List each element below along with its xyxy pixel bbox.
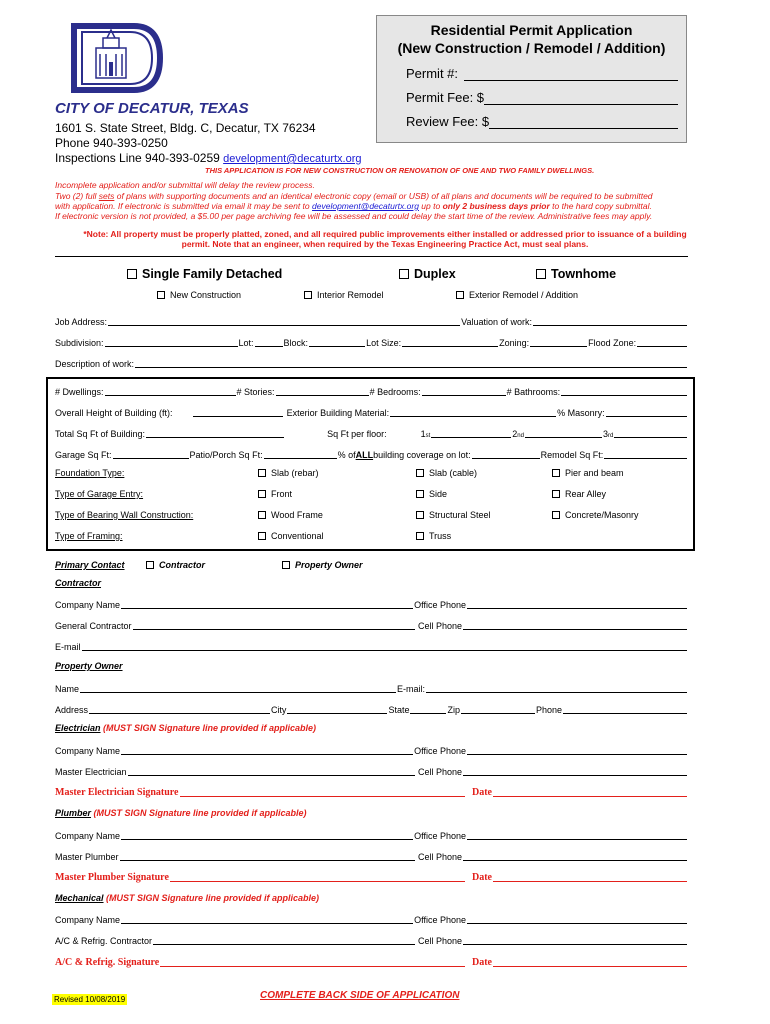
checkbox-icon: [552, 469, 560, 477]
primary-contact-label: Primary Contact: [55, 560, 125, 570]
owner-phone-input[interactable]: [563, 705, 687, 714]
owner-address-input[interactable]: [89, 705, 270, 714]
checkbox-icon: [536, 269, 546, 279]
permit-header-box: [376, 15, 687, 143]
plumber-date-input[interactable]: [493, 873, 687, 882]
electrician-company-input[interactable]: [121, 746, 413, 755]
electrician-signature-input[interactable]: [180, 788, 466, 797]
checkbox-icon: [399, 269, 409, 279]
checkbox-icon: [258, 511, 266, 519]
notice-email-link[interactable]: development@decaturtx.org: [312, 201, 419, 211]
option-interior-remodel[interactable]: Interior Remodel: [304, 290, 384, 300]
property-owner-heading: Property Owner: [55, 661, 123, 671]
garage-row: Garage Sq Ft: Patio/Porch Sq Ft: % of ALL building coverage on lot: Remodel Sq Ft:: [55, 448, 688, 460]
lot-size-input[interactable]: [402, 338, 498, 347]
zoning-input[interactable]: [530, 338, 587, 347]
option-exterior-remodel[interactable]: Exterior Remodel / Addition: [456, 290, 578, 300]
option-primary-contractor[interactable]: Contractor: [146, 560, 205, 570]
checkbox-icon: [552, 511, 560, 519]
dwellings-row: # Dwellings: # Stories: # Bedrooms: # Bathrooms:: [55, 385, 688, 397]
bathrooms-input[interactable]: [561, 387, 687, 396]
inspections-line: [55, 151, 362, 165]
general-contractor-input[interactable]: [133, 621, 415, 630]
contractor-office-phone-input[interactable]: [467, 600, 687, 609]
description-row: Description of work:: [55, 357, 688, 369]
review-fee-line: [489, 117, 678, 129]
masonry-input[interactable]: [606, 408, 687, 417]
owner-name-row: Name E-mail:: [55, 682, 688, 694]
ac-signature-row: A/C & Refrig. Signature Date: [55, 956, 688, 968]
remodel-sqft-input[interactable]: [604, 450, 687, 459]
mechanical-company-row: Company Name Office Phone: [55, 913, 688, 925]
patio-sqft-input[interactable]: [264, 450, 337, 459]
contractor-company-input[interactable]: [121, 600, 413, 609]
option-pier-beam[interactable]: Pier and beam: [552, 468, 624, 478]
contractor-heading: Contractor: [55, 578, 102, 588]
electrician-date-input[interactable]: [493, 788, 687, 797]
form-title: Residential Permit Application: [430, 22, 633, 38]
platting-note-2: permit. Note that an engineer, when required by the Texas Engineering Practice Act, must seal plans.: [181, 239, 589, 249]
subdivision-row: Subdivision: Lot: Block: Lot Size: Zoning: Flood Zone:: [55, 336, 688, 348]
sqft-row: Total Sq Ft of Building: Sq Ft per floor: 1 $_{st}$ 2 $_{nd}$ 3 $_{rd}$: [55, 427, 688, 439]
checkbox-icon: [282, 561, 290, 569]
checkbox-icon: [304, 291, 312, 299]
review-fee-label: Review Fee: $: [406, 114, 490, 129]
option-duplex[interactable]: Duplex: [399, 267, 456, 281]
plumber-signature-row: Master Plumber Signature Date: [55, 871, 688, 883]
description-input[interactable]: [135, 359, 687, 368]
plumber-cell-phone-input[interactable]: [463, 852, 687, 861]
sets-emphasis: sets: [98, 191, 115, 201]
notice-line-3: with application. If electronic is submitted via email it may be sent to development@decaturtx.org up to only 2 business days prior to the hard copy submittal.: [55, 201, 652, 211]
permit-fee-line: [484, 93, 678, 105]
lot-input[interactable]: [255, 338, 283, 347]
checkbox-icon: [552, 490, 560, 498]
floor-2-input[interactable]: [525, 429, 602, 438]
electrician-cell-phone-input[interactable]: [463, 767, 687, 776]
option-rear-alley[interactable]: Rear Alley: [552, 489, 606, 499]
bearing-wall-label: Type of Bearing Wall Construction:: [55, 510, 194, 520]
ac-date-input[interactable]: [493, 958, 687, 967]
framing-label: Type of Framing:: [55, 531, 123, 541]
option-new-construction[interactable]: New Construction: [157, 290, 241, 300]
subdivision-input[interactable]: [105, 338, 238, 347]
checkbox-icon: [258, 469, 266, 477]
mechanical-office-phone-input[interactable]: [467, 915, 687, 924]
checkbox-icon: [416, 511, 424, 519]
scope-notice: THIS APPLICATION IS FOR NEW CONSTRUCTION OR RENOVATION OF ONE AND TWO FAMILY DWELLINGS.: [205, 166, 595, 175]
ac-contractor-input[interactable]: [153, 936, 415, 945]
development-email-link[interactable]: development@decaturtx.org: [223, 153, 362, 165]
permit-number-field[interactable]: [406, 66, 678, 81]
option-conventional[interactable]: Conventional: [258, 531, 324, 541]
garage-sqft-input[interactable]: [113, 450, 189, 459]
master-electrician-input[interactable]: [128, 767, 415, 776]
section-divider: [55, 256, 688, 257]
back-side-instruction: COMPLETE BACK SIDE OF APPLICATION: [260, 990, 460, 1001]
master-plumber-row: Master Plumber Cell Phone: [55, 850, 688, 862]
job-address-input[interactable]: [108, 317, 460, 326]
checkbox-icon: [157, 291, 165, 299]
electrician-signature-row: Master Electrician Signature Date: [55, 786, 688, 798]
permit-fee-label: Permit Fee: $: [406, 90, 485, 105]
permit-number-label: Permit #:: [406, 66, 459, 81]
building-details-box: [46, 377, 695, 551]
stories-input[interactable]: [276, 387, 369, 396]
permit-number-line: [464, 69, 678, 81]
plumber-company-row: Company Name Office Phone: [55, 829, 688, 841]
inspections-phone: Inspections Line 940-393-0259: [55, 151, 220, 165]
city-phone: Phone 940-393-0250: [55, 136, 168, 150]
coverage-input[interactable]: [472, 450, 540, 459]
platting-note-1: *Note: All property must be properly platted, zoned, and all required public improvements either installed or addressed prior to issuance of a building: [83, 229, 687, 239]
owner-state-input[interactable]: [410, 705, 446, 714]
general-contractor-row: General Contractor Cell Phone: [55, 619, 688, 631]
plumber-heading: Plumber (MUST SIGN Signature line provided if applicable): [55, 808, 307, 818]
notice-line-4: If electronic version is not provided, a $5.00 per page archiving fee will be assessed and could delay the start time of the review. Administrative fees may apply.: [55, 211, 653, 221]
ac-signature-input[interactable]: [160, 958, 465, 967]
master-electrician-row: Master Electrician Cell Phone: [55, 765, 688, 777]
plumber-signature-input[interactable]: [170, 873, 465, 882]
option-slab-rebar[interactable]: Slab (rebar): [258, 468, 319, 478]
option-slab-cable[interactable]: Slab (cable): [416, 468, 477, 478]
electrician-company-row: Company Name Office Phone: [55, 744, 688, 756]
foundation-type-label: Foundation Type:: [55, 468, 125, 478]
city-name: CITY OF DECATUR, TEXAS: [55, 100, 249, 117]
ac-cell-phone-input[interactable]: [463, 936, 687, 945]
master-plumber-input[interactable]: [120, 852, 415, 861]
option-townhome[interactable]: Townhome: [536, 267, 616, 281]
notice-line-2: Two (2) full sets of plans with supporting documents and an identical electronic copy (email or USB) of all plans and documents will be required to be submitted: [55, 191, 653, 201]
form-subtitle: (New Construction / Remodel / Addition): [397, 40, 666, 56]
checkbox-icon: [258, 532, 266, 540]
option-primary-owner[interactable]: Property Owner: [282, 560, 363, 570]
total-sqft-input[interactable]: [146, 429, 284, 438]
checkbox-icon: [416, 532, 424, 540]
owner-email-input[interactable]: [426, 684, 687, 693]
floor-3-input[interactable]: [614, 429, 687, 438]
owner-zip-input[interactable]: [461, 705, 535, 714]
job-address-row: Job Address: Valuation of work:: [55, 315, 688, 327]
mechanical-company-input[interactable]: [121, 915, 413, 924]
contractor-email-input[interactable]: [82, 642, 687, 651]
checkbox-icon: [146, 561, 154, 569]
floor-1-input[interactable]: [431, 429, 511, 438]
option-wood-frame[interactable]: Wood Frame: [258, 510, 323, 520]
option-truss[interactable]: Truss: [416, 531, 451, 541]
checkbox-icon: [258, 490, 266, 498]
review-fee-field[interactable]: [406, 114, 678, 129]
checkbox-icon: [416, 469, 424, 477]
permit-fee-field[interactable]: [406, 90, 678, 105]
mechanical-heading: Mechanical (MUST SIGN Signature line provided if applicable): [55, 893, 320, 903]
contractor-company-row: Company Name Office Phone: [55, 598, 688, 610]
electrician-heading: Electrician (MUST SIGN Signature line provided if applicable): [55, 723, 317, 733]
plumber-company-input[interactable]: [121, 831, 413, 840]
owner-city-input[interactable]: [287, 705, 387, 714]
option-concrete-masonry[interactable]: Concrete/Masonry: [552, 510, 639, 520]
option-front[interactable]: Front: [258, 489, 292, 499]
contractor-email-row: E-mail: [55, 640, 688, 652]
contractor-cell-phone-input[interactable]: [463, 621, 687, 630]
garage-entry-label: Type of Garage Entry:: [55, 489, 144, 499]
height-input[interactable]: [193, 408, 283, 417]
notice-line-1: Incomplete application and/or submittal will delay the review process.: [55, 180, 315, 190]
city-address: 1601 S. State Street, Bldg. C, Decatur, TX 76234: [55, 121, 316, 135]
height-row: Overall Height of Building (ft): Exterior Building Material: % Masonry:: [55, 406, 688, 418]
revised-date: Revised 10/08/2019: [54, 995, 126, 1004]
option-side[interactable]: Side: [416, 489, 447, 499]
ac-contractor-row: A/C & Refrig. Contractor Cell Phone: [55, 934, 688, 946]
block-input[interactable]: [309, 338, 365, 347]
option-single-family[interactable]: Single Family Detached: [127, 267, 282, 281]
flood-zone-input[interactable]: [637, 338, 687, 347]
checkbox-icon: [127, 269, 137, 279]
owner-name-input[interactable]: [80, 684, 396, 693]
valuation-input[interactable]: [533, 317, 687, 326]
bedrooms-input[interactable]: [422, 387, 506, 396]
owner-address-row: Address City State Zip Phone: [55, 703, 688, 715]
city-logo: [66, 18, 166, 98]
plumber-office-phone-input[interactable]: [467, 831, 687, 840]
exterior-material-input[interactable]: [390, 408, 556, 417]
dwellings-input[interactable]: [105, 387, 236, 396]
option-structural-steel[interactable]: Structural Steel: [416, 510, 491, 520]
checkbox-icon: [416, 490, 424, 498]
checkbox-icon: [456, 291, 464, 299]
electrician-office-phone-input[interactable]: [467, 746, 687, 755]
